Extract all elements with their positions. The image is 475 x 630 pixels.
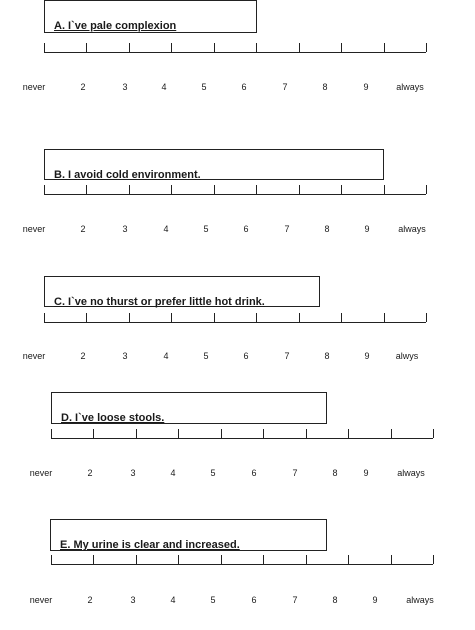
scale-label: never [22,224,46,234]
scale-tick[interactable] [51,429,52,438]
scale-label: never [29,468,53,478]
question-text: D. I`ve loose stools. [61,412,165,424]
scale-label: 7 [284,224,290,234]
scale-tick[interactable] [129,313,130,322]
rating-scale-line[interactable] [44,322,426,323]
scale-tick[interactable] [341,185,342,194]
scale-label: 5 [203,351,209,361]
scale-label: 4 [163,351,169,361]
scale-label: 6 [251,595,257,605]
scale-tick[interactable] [178,555,179,564]
scale-tick[interactable] [263,429,264,438]
scale-label: 2 [87,468,93,478]
scale-label: always [396,82,424,92]
scale-label: 9 [364,351,370,361]
scale-label: always [398,224,426,234]
scale-tick[interactable] [384,313,385,322]
scale-tick[interactable] [93,429,94,438]
scale-label: 6 [243,351,249,361]
scale-label: never [22,82,46,92]
question-text: B. I avoid cold environment. [54,169,201,181]
scale-label: 8 [332,468,338,478]
scale-tick[interactable] [306,429,307,438]
scale-tick[interactable] [221,555,222,564]
scale-label: 3 [130,468,136,478]
scale-tick[interactable] [256,313,257,322]
scale-label: 6 [243,224,249,234]
scale-tick[interactable] [426,185,427,194]
scale-tick[interactable] [129,185,130,194]
scale-tick[interactable] [178,429,179,438]
scale-label: always [406,595,434,605]
scale-tick[interactable] [299,313,300,322]
scale-label: 3 [122,224,128,234]
scale-tick[interactable] [341,313,342,322]
scale-label: 4 [161,82,167,92]
scale-label: 3 [122,82,128,92]
scale-tick[interactable] [306,555,307,564]
scale-tick[interactable] [221,429,222,438]
scale-tick[interactable] [136,555,137,564]
scale-label: 2 [80,82,86,92]
scale-tick[interactable] [171,313,172,322]
scale-label: 2 [87,595,93,605]
scale-tick[interactable] [214,313,215,322]
scale-tick[interactable] [86,313,87,322]
question-text: E. My urine is clear and increased. [60,539,240,551]
rating-scale-line[interactable] [44,194,426,195]
scale-tick[interactable] [384,185,385,194]
scale-tick[interactable] [433,429,434,438]
scale-label: 4 [170,468,176,478]
scale-label: 7 [284,351,290,361]
scale-tick[interactable] [44,313,45,322]
question-text: C. I`ve no thurst or prefer little hot drink. [54,296,265,308]
rating-scale-line[interactable] [51,564,433,565]
question-text: A. I`ve pale complexion [54,20,177,32]
scale-tick[interactable] [263,555,264,564]
scale-label: never [29,595,53,605]
scale-label: always [397,468,425,478]
scale-label: 4 [163,224,169,234]
scale-label: 2 [80,224,86,234]
scale-label: 5 [210,468,216,478]
scale-label: 8 [324,351,330,361]
scale-tick[interactable] [433,555,434,564]
scale-tick[interactable] [348,429,349,438]
scale-tick[interactable] [256,185,257,194]
scale-label: 8 [322,82,328,92]
scale-label: 8 [332,595,338,605]
scale-tick[interactable] [86,185,87,194]
scale-tick[interactable] [136,429,137,438]
scale-label: 4 [170,595,176,605]
scale-tick[interactable] [391,555,392,564]
scale-label: 2 [80,351,86,361]
scale-label: 9 [372,595,378,605]
scale-label: 7 [292,468,298,478]
scale-label: 5 [201,82,207,92]
rating-scale-line[interactable] [51,438,433,439]
scale-tick[interactable] [299,185,300,194]
scale-tick[interactable] [44,185,45,194]
scale-label: 3 [130,595,136,605]
scale-tick[interactable] [93,555,94,564]
scale-label: 7 [282,82,288,92]
scale-label: 6 [251,468,257,478]
scale-tick[interactable] [348,555,349,564]
scale-label: 9 [363,468,369,478]
scale-label: 5 [203,224,209,234]
scale-tick[interactable] [426,313,427,322]
scale-label: 6 [241,82,247,92]
scale-label: 3 [122,351,128,361]
scale-label: 9 [363,82,369,92]
scale-tick[interactable] [51,555,52,564]
scale-tick[interactable] [171,185,172,194]
scale-label: 7 [292,595,298,605]
scale-label: 9 [364,224,370,234]
scale-label: alwys [395,351,419,361]
scale-label: never [22,351,46,361]
scale-label: 5 [210,595,216,605]
scale-label: 8 [324,224,330,234]
scale-tick[interactable] [391,429,392,438]
scale-tick[interactable] [214,185,215,194]
